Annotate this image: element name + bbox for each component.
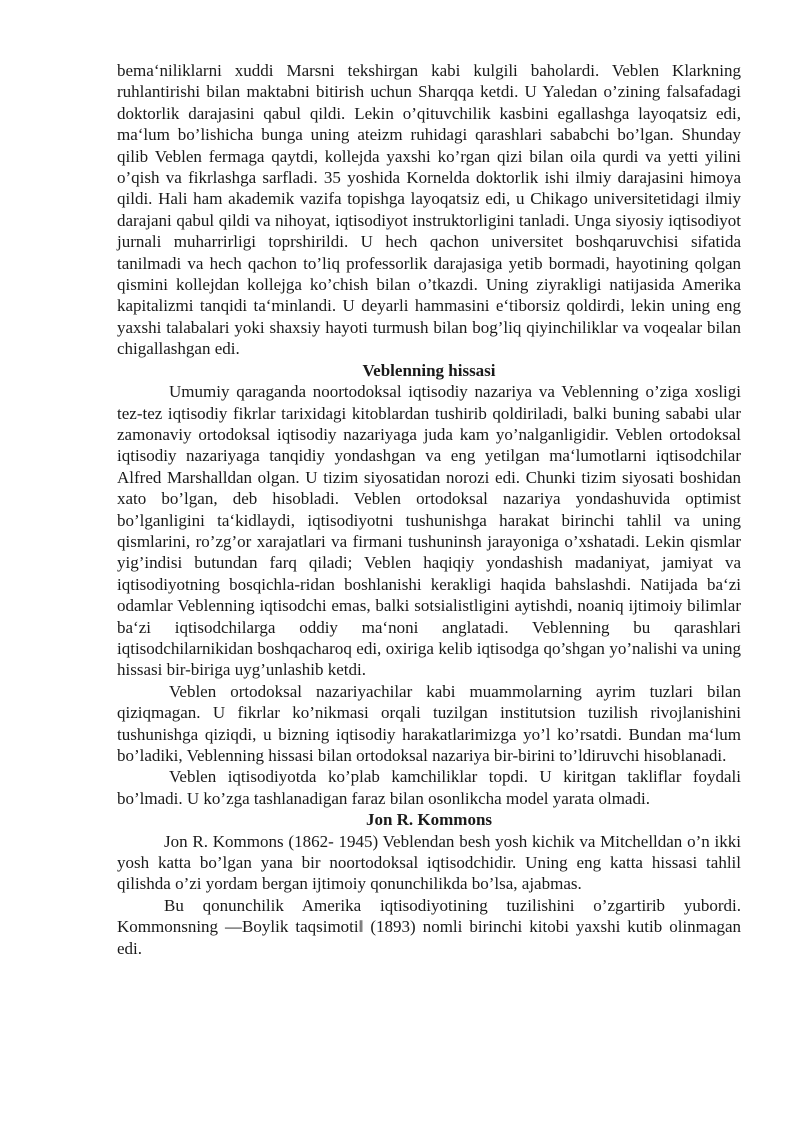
paragraph-veblen-contribution: Umumiy qaraganda noortodoksal iqtisodiy nazariya va Veblenning o’ziga xosligi tez-tez iqtisodiy fikrlar tarixidagi kitoblardan tushirib qoldiriladi, balki buning sababi ular zamonaviy ortodoksal iqtisodiy nazariyaga juda kam yo’nalganligidir. Veblen ortodoksal iqtisodiy nazariyaga tanqidiy yondashgan va eng yetilgan ma‘lumotlarni iqtisodchilar Alfred Marshalldan olgan. U tizim siyosatidan norozi edi. Chunki tizim siyosati boshidan xato bo’lgan, deb hisobladi. Veblen ortodoksal nazariya yondashuvida optimist bo’lganligini ta‘kidlaydi, iqtisodiyotni tushunishga harakat birinchi tahlil va uning qismlarini, ro’zg’or xarajatlari va firmani tushuninsh jarayoniga o’xshatadi. Lekin qismlar yig’indisi butundan farq qiladi; Veblen haqiqiy yondashish madaniyat, jamiyat va iqtisodiyotning bosqichla-ridan boshlanishi kerakligi haqida bahslashdi. Natijada ba‘zi odamlar Veblenning iqtisodchi emas, balki sotsialistligini aytishdi, noaniq ijtimoiy bilimlar ba‘zi iqtisodchilarga oddiy ma‘noni anglatadi. Veblenning bu qarashlari iqtisodchilarnikidan boshqacharoq edi, oxiriga kelib iqtisodga qo’shgan yo’nalishi va uning hissasi bir-biriga uyg’unlashib ketdi. bbox=[117, 382, 741, 680]
paragraph-veblen-shortcomings: Veblen iqtisodiyotda ko’plab kamchiliklar topdi. U kiritgan takliflar foydali bo’lmadi. U ko’zga tashlanadigan faraz bilan osonlikcha model yarata olmadi. bbox=[117, 767, 741, 808]
paragraph-veblen-biography: bema‘niliklarni xuddi Marsni tekshirgan kabi kulgili baholardi. Veblen Klarkning ruhlantirishi bilan maktabni bitirish uchun Sharqqa ketdi. U Yaledan o’zining falsafadagi doktorlik darajasini qabul qildi. Lekin o’qituvchilik kasbini egallashga layoqatsiz edi, ma‘lum bo’lishicha bunga uning ateizm ruhidagi qarashlari sababchi bo’lgan. Shunday qilib Veblen fermaga qaytdi, kollejda yaxshi ko’rgan qizi bilan oila qurdi va yetti yilini o’qish va fikrlashga sarfladi. 35 yoshida Kornelda doktorlik ishi ilmiy darajasini himoya qildi. Hali ham akademik vazifa topishga layoqatsiz edi, u Chikago universitetidagi ilmiy darajani qabul qildi va nihoyat, iqtisodiyot instruktorligini tanladi. Unga siyosiy iqtisodiyot jurnali muharrirligi toprshirildi. U hech qachon universitet boshqaruvchisi sifatida tanilmadi va hech qachon to’liq professorlik darajasiga yetib bormadi, hayotining qolgan qismini kollejdan kollejga ko’chish bilan o’tkazdi. Uning ziyrakligi natijasida Amerika kapitalizmi tanqidi ta‘minlandi. U deyarli hammasini e‘tiborsiz qoldirdi, lekin uning eng yaxshi talabalari yoki shaxsiy hayoti turmush bilan bog’liq qiyinchiliklar va voqealar bilan chigallashgan edi. bbox=[117, 61, 741, 359]
paragraph-kommons-legislation: Bu qonunchilik Amerika iqtisodiyotining tuzilishini o’zgartirib yubordi. Kommonsning ―Boylik taqsimoti‖ (1893) nomli birinchi kitobi yaxshi kutib olinmagan edi. bbox=[117, 895, 741, 958]
heading-veblen-contribution: Veblenning hissasi bbox=[362, 360, 496, 380]
heading-jon-kommons: Jon R. Kommons bbox=[365, 810, 493, 830]
paragraph-veblen-institutions: Veblen ortodoksal nazariyachilar kabi muammolarning ayrim tuzlari bilan qiziqmagan. U fikrlar ko’nikmasi orqali tuzilgan institutsion tuzilish rivojlanishini tushunishga qiziqdi, u bizning iqtisodiy harakatlarimizga yo’l ko’rsatdi. Bundan ma‘lum bo’ladiki, Veblenning hissasi bilan ortodoksal nazariya bir-birini to’ldiruvchi hisoblanadi. bbox=[117, 681, 741, 765]
paragraph-kommons-intro: Jon R. Kommons (1862- 1945) Veblendan besh yosh kichik va Mitchelldan o’n ikki yosh katta bo’lgan yana bir noortodoksal iqtisodchidir. Uning eng katta hissasi tahlil qilishda o’zi yordam bergan ijtimoiy qonunchilikda bo’lsa, ajabmas. bbox=[117, 831, 741, 894]
document-page bbox=[117, 60, 741, 959]
